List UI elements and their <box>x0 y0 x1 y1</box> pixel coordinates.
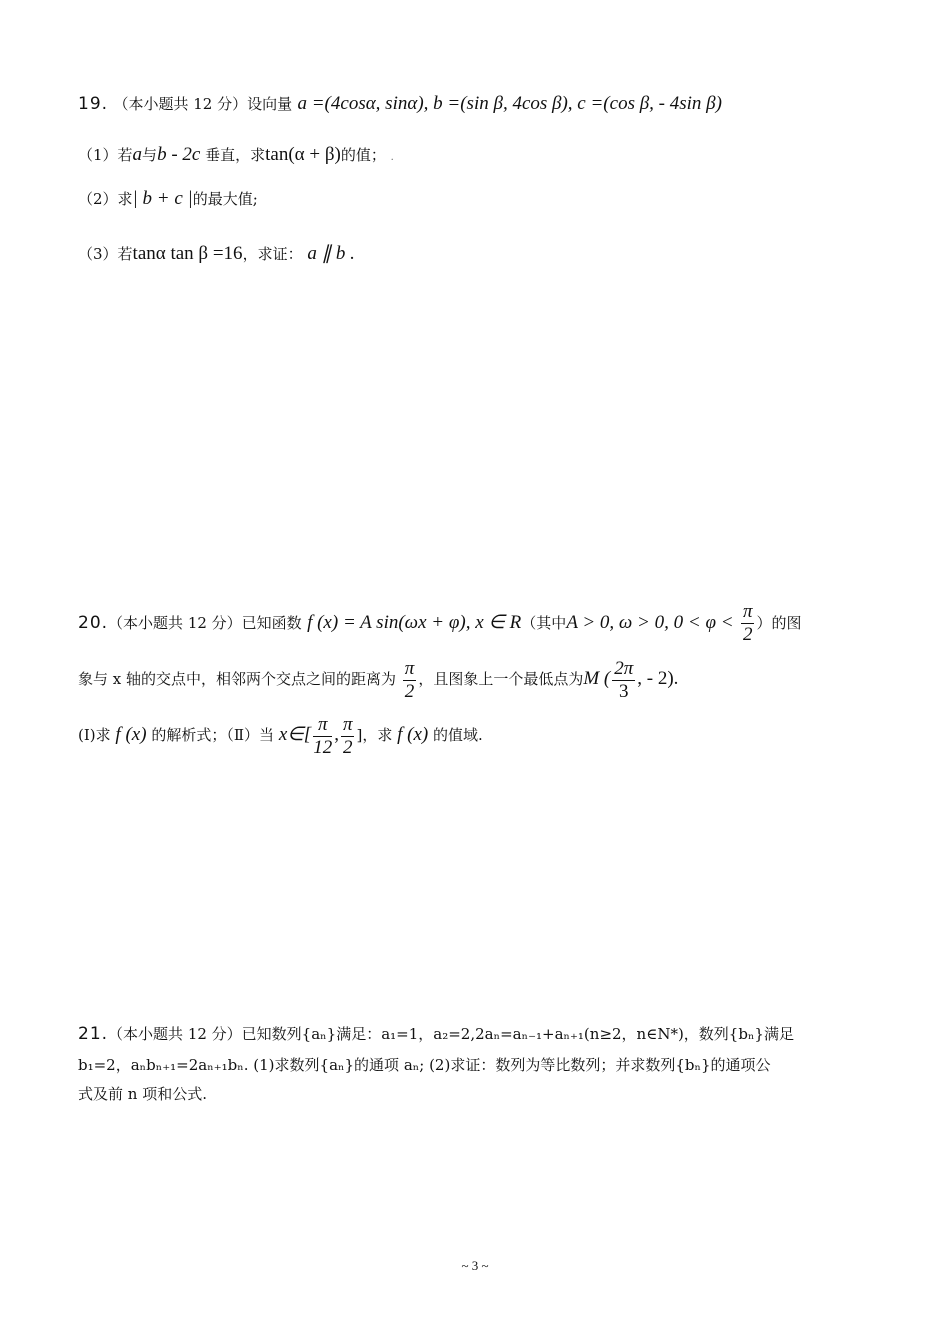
q20-line3 <box>78 712 483 759</box>
q20-line1 <box>78 600 802 646</box>
frac-denominator: 2 <box>404 680 415 702</box>
frac-denominator: 2 <box>342 736 353 758</box>
q20-range-text: 的值域. <box>433 726 483 744</box>
q20-interval-start: x∈[ <box>278 724 312 745</box>
q20-fraction-2pi-over-3 <box>612 658 635 703</box>
q19-number: 19. <box>78 94 109 114</box>
frac-numerator: 2π <box>614 657 634 679</box>
q19-p3-condition: tanα tan β =16 <box>132 243 243 264</box>
q20-interval-end: ]，求 <box>356 726 393 744</box>
q20-point-m: M ( <box>583 668 611 689</box>
q21-line3 <box>78 1082 207 1106</box>
q20-fx: f (x) <box>115 724 147 745</box>
q20-fraction-pi-over-2b <box>341 714 355 759</box>
q20-intro: （本小题共 12 分）已知函数 <box>108 614 302 632</box>
q19-trailing-mark: . <box>390 152 394 163</box>
q19-part2 <box>78 187 258 211</box>
frac-numerator: π <box>404 657 415 679</box>
q20-function: f (x) = A sin(ωx + φ), x ∈ R <box>307 612 522 633</box>
q19-part3 <box>78 242 355 266</box>
q19-p1-b2c: b - 2c <box>157 144 201 165</box>
q20-fraction-pi-over-2 <box>741 601 755 646</box>
q19-p3-parallel: a ∥ b . <box>307 243 355 264</box>
q19-part1 <box>78 143 394 170</box>
frac-denominator: 12 <box>313 736 333 758</box>
q19-p2-suffix: 的最大值; <box>192 190 258 208</box>
q20-part2-prefix: 的解析式；（Ⅱ）当 <box>151 726 275 744</box>
q19-p1-and: 与 <box>142 146 158 164</box>
q19-header: （本小题共 12 分）设向量 <box>113 95 293 113</box>
frac-denominator: 3 <box>619 680 629 702</box>
q21-text-line2: b₁=2，aₙbₙ₊₁=2aₙ₊₁bₙ. (1)求数列{aₙ}的通项 aₙ; (2)求证：数列为等比数列；并求数列{bₙ}的通项公 <box>78 1056 771 1074</box>
frac-numerator: π <box>742 601 753 622</box>
q19-p1-tan: tan(α + β) <box>265 144 341 165</box>
q20-fraction-pi-over-12 <box>313 714 332 759</box>
q19-p3-prefix: （3）若 <box>78 245 133 263</box>
q20-part1-prefix: (Ⅰ)求 <box>78 726 111 744</box>
q20-where: （其中 <box>521 614 567 632</box>
q20-number: 20. <box>78 613 109 633</box>
q20-line1-end: ）的图 <box>756 614 802 632</box>
q19-p3-prove: ，求证： <box>242 245 303 263</box>
q21-text-line1: （本小题共 12 分）已知数列{aₙ}满足：a₁=1，a₂=2,2aₙ=aₙ₋₁+aₙ₊₁(n≥2，n∈N*)，数列{bₙ}满足 <box>108 1025 794 1043</box>
q20-line2 <box>78 656 678 703</box>
frac-denominator: 2 <box>742 624 753 645</box>
q20-fraction-distance <box>403 658 417 703</box>
q19-p1-a: a <box>132 144 143 165</box>
q19-header-line <box>78 92 722 116</box>
q19-p2-prefix: （2）求 <box>78 190 133 208</box>
q20-conditions: A > 0, ω > 0, 0 < φ < <box>566 612 734 633</box>
q21-number: 21. <box>78 1024 109 1044</box>
frac-numerator: π <box>313 714 332 737</box>
q20-point-m-end: , - 2). <box>637 668 679 689</box>
q19-p1-prefix: （1）若 <box>78 146 133 164</box>
q19-p1-suffix: 的值； <box>340 146 386 164</box>
q19-p2-abs: | b + c | <box>132 188 193 209</box>
q20-distance-text: 象与 x 轴的交点中，相邻两个交点之间的距离为 <box>78 670 396 688</box>
q21-line1 <box>78 1022 794 1046</box>
frac-numerator: π <box>342 713 353 735</box>
q21-text-line3: 式及前 n 项和公式. <box>78 1085 207 1103</box>
q19-vectors: a =(4cosα, sinα), b =(sin β, 4cos β), c =(cos β, - 4sin β) <box>297 93 722 114</box>
q21-line2 <box>78 1053 771 1077</box>
q20-lowest-point-text: ，且图象上一个最低点为 <box>418 670 584 688</box>
q20-interval-comma: , <box>334 724 339 745</box>
page-number: ~ 3 ~ <box>461 1258 489 1273</box>
q19-p1-text: 垂直，求 <box>205 146 266 164</box>
q20-fx-2: f (x) <box>397 724 429 745</box>
